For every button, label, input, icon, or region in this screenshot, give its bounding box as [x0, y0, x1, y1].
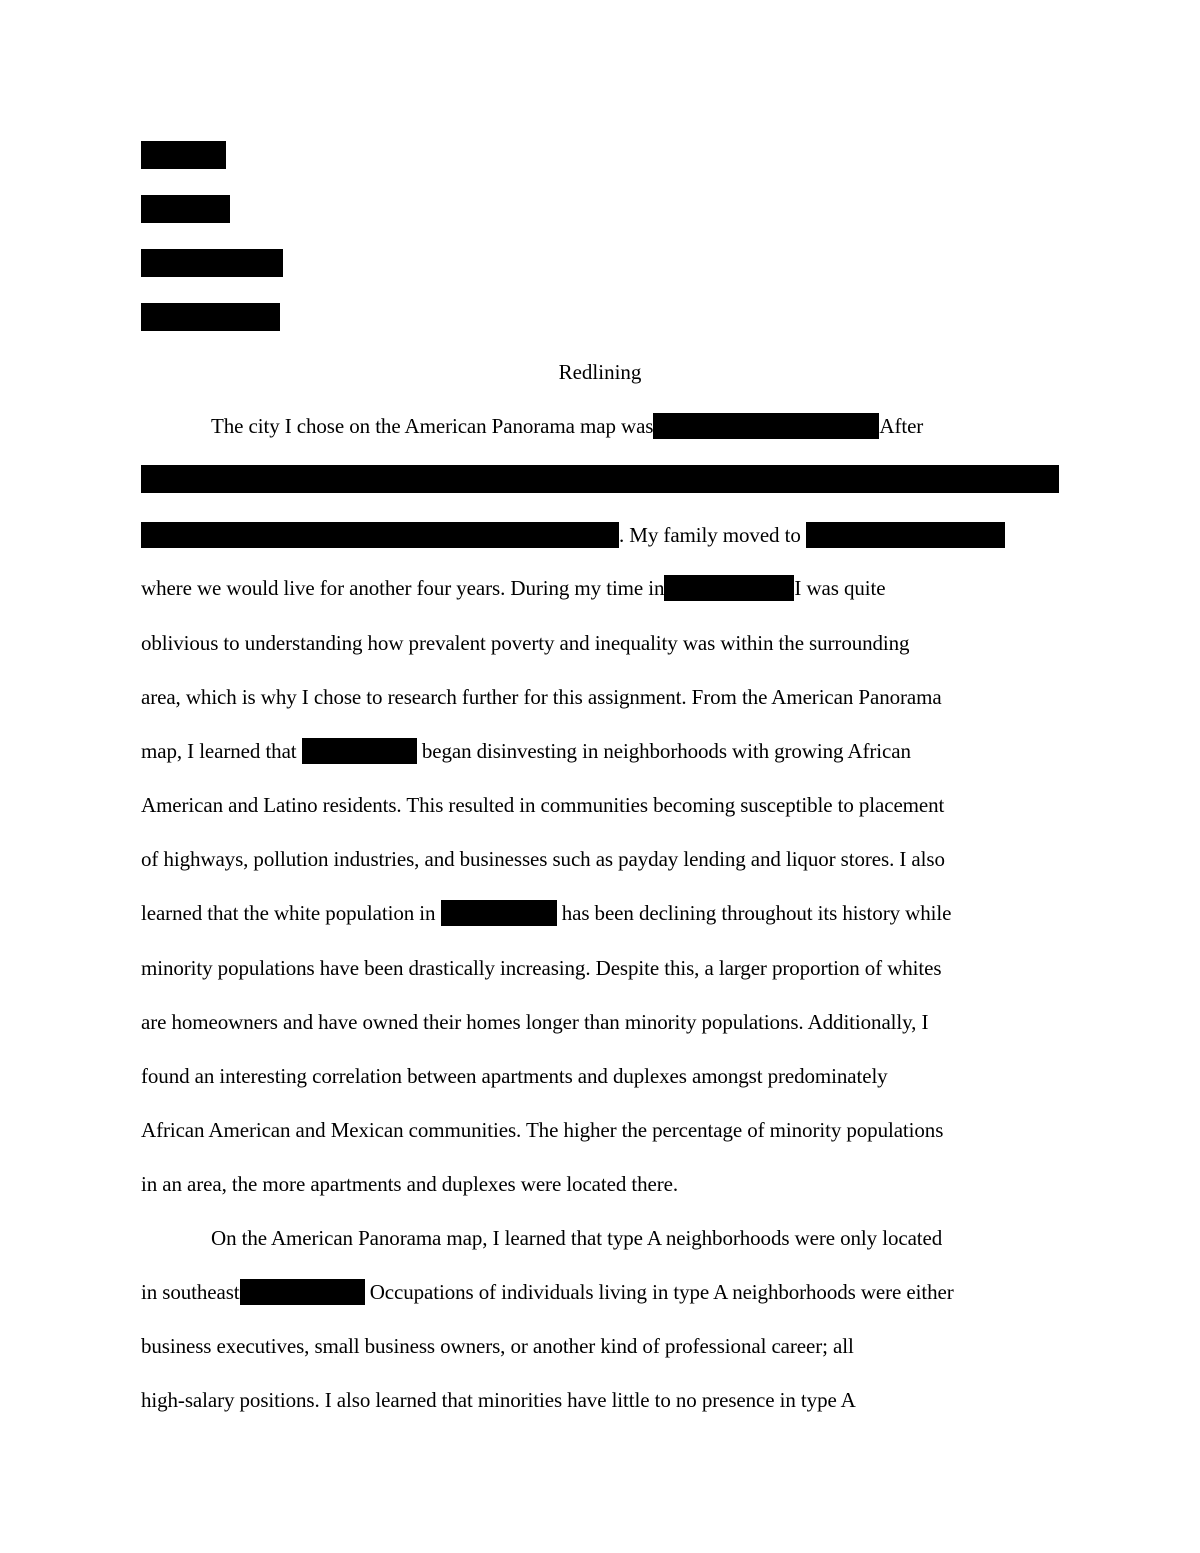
line-text: I was quite — [794, 576, 886, 600]
paragraph-line — [141, 899, 951, 927]
line-text: . My family moved to — [619, 523, 801, 547]
line-text: has been declining throughout its history while — [561, 901, 952, 925]
line-text: map, I learned that — [141, 739, 297, 763]
redacted-text — [141, 522, 619, 548]
document-title: Redlining — [558, 360, 642, 384]
line-text: After — [879, 414, 924, 438]
line-text: Occupations of individuals living in type A neighborhoods were either — [369, 1280, 954, 1304]
redacted-line — [141, 465, 1059, 493]
line-text: in southeast — [141, 1280, 240, 1304]
paragraph-line — [141, 574, 885, 602]
line-text: minority populations have been drastically increasing. Despite this, a larger proportion of whites — [141, 956, 942, 980]
redacted-instructor — [141, 195, 230, 223]
line-text: where we would live for another four years. During my time in — [141, 576, 665, 600]
paragraph-line — [141, 1008, 928, 1036]
line-text: high-salary positions. I also learned that minorities have little to no presence in type A — [141, 1388, 856, 1412]
paragraph-line — [141, 954, 941, 982]
paragraph-line — [141, 1386, 856, 1414]
paragraph-line — [141, 1062, 888, 1090]
line-text: business executives, small business owners, or another kind of professional career; all — [141, 1334, 854, 1358]
redacted-place — [240, 1279, 365, 1305]
paragraph-line — [211, 412, 923, 440]
redacted-place — [806, 522, 1005, 548]
redacted-place — [302, 738, 417, 764]
paragraph-line — [211, 1224, 942, 1252]
paragraph-line — [141, 1116, 943, 1144]
redacted-place — [664, 575, 794, 601]
paragraph-line — [141, 683, 942, 711]
line-text: began disinvesting in neighborhoods with growing African — [421, 739, 911, 763]
redacted-date — [141, 303, 280, 331]
paragraph-line — [141, 1332, 854, 1360]
paragraph-line — [141, 845, 945, 873]
line-text: in an area, the more apartments and duplexes were located there. — [141, 1172, 679, 1196]
redacted-course — [141, 249, 283, 277]
paragraph-line — [141, 521, 1005, 549]
paragraph-line — [141, 629, 909, 657]
line-text: found an interesting correlation between apartments and duplexes amongst predominately — [141, 1064, 888, 1088]
redacted-place — [441, 900, 557, 926]
line-text: American and Latino residents. This resulted in communities becoming susceptible to placement — [141, 793, 945, 817]
line-text: The city I chose on the American Panorama map was — [211, 414, 654, 438]
line-text: learned that the white population in — [141, 901, 436, 925]
paragraph-line — [141, 791, 944, 819]
line-text: of highways, pollution industries, and businesses such as payday lending and liquor stores. I also — [141, 847, 945, 871]
line-text: African American and Mexican communities. The higher the percentage of minority populations — [141, 1118, 944, 1142]
paragraph-line — [141, 1170, 678, 1198]
line-text: On the American Panorama map, I learned that type A neighborhoods were only located — [211, 1226, 943, 1250]
line-text: are homeowners and have owned their homes longer than minority populations. Additionally, I — [141, 1010, 929, 1034]
redacted-name — [141, 141, 226, 169]
line-text: oblivious to understanding how prevalent poverty and inequality was within the surrounding — [141, 631, 910, 655]
line-text: area, which is why I chose to research further for this assignment. From the American Panorama — [141, 685, 942, 709]
paragraph-line — [141, 737, 911, 765]
paragraph-line — [141, 1278, 954, 1306]
redacted-city — [653, 413, 879, 439]
